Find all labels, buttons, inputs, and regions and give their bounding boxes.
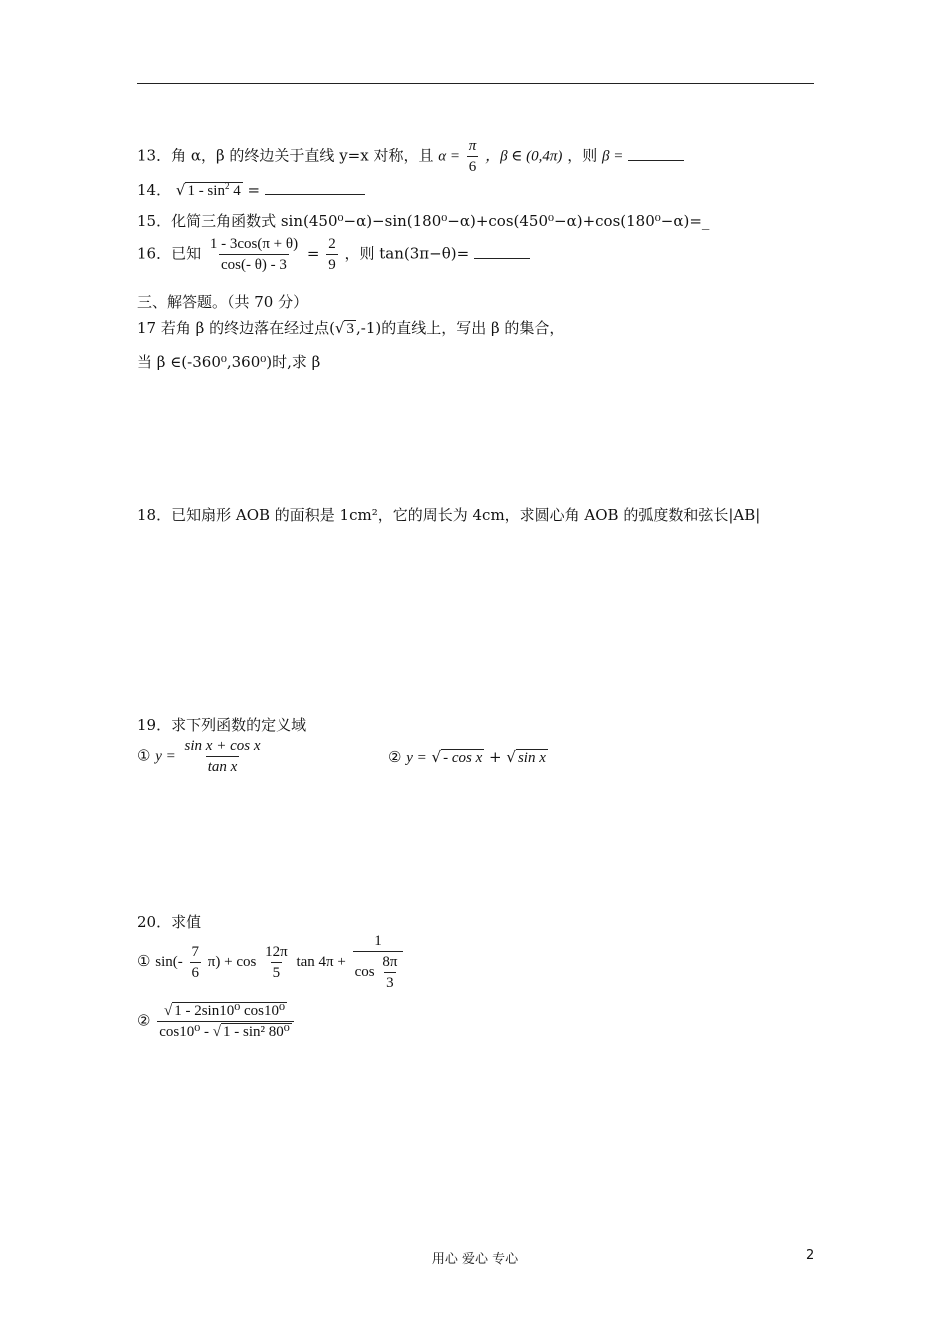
question-19-part-2: ② y = √ - cos x + √ sin x xyxy=(388,748,546,766)
question-19-title: 19．求下列函数的定义域 xyxy=(137,716,307,734)
question-15: 15．化简三角函数式 sin(450⁰−α)−sin(180⁰−α)+cos(450⁰−α)+cos(180⁰−α)=_ xyxy=(137,212,710,230)
fraction-pi-over-6: $\frac{\pi}{6}$ xyxy=(468,138,477,175)
question-20-title: 20．求值 xyxy=(137,913,202,931)
sqrt-numerator: √ 1 - 2sin10⁰ cos10⁰ xyxy=(163,1003,285,1019)
question-20-part-2: ② $\frac{\text{√ 1 - 2sin10⁰ cos10⁰}}{\text{cos10⁰ - √ 1 - sin² 80⁰}}$ xyxy=(137,1002,296,1041)
sqrt-3: √ 3 xyxy=(334,319,354,337)
page-footer: 用心 爱心 专心 xyxy=(431,1252,519,1267)
answer-blank-16[interactable] xyxy=(474,258,530,259)
fraction-7-over-6: $\frac{7}{6}$ xyxy=(191,943,200,981)
fraction-q19: $\frac{\text{sin x + cos x}}{\text{tan x}}$ xyxy=(184,738,261,775)
question-13: 13．角 α，β 的终边关于直线 y=x 对称，且 α = $\frac{\pi}{6}$ ，β ∈ (0,4π) ，则 β = xyxy=(137,137,684,176)
page-number: 2 xyxy=(806,1248,815,1263)
answer-blank-14[interactable] xyxy=(265,194,365,195)
question-18: 18．已知扇形 AOB 的面积是 1cm²，它的周长为 4cm，求圆心角 AOB 的弧度数和弦长|AB| xyxy=(137,506,761,524)
fraction-q16: $\frac{1 - 3\cos(\pi + \theta)}{\cos(- \theta) - 3}$ xyxy=(209,236,299,273)
fraction-2-over-9: $\frac{2}{9}$ xyxy=(328,236,336,273)
sqrt-denominator: √ 1 - sin² 80⁰ xyxy=(212,1024,290,1040)
fraction-q20-part-2: $\frac{\text{√ 1 - 2sin10⁰ cos10⁰}}{\text{cos10⁰ - √ 1 - sin² 80⁰}}$ xyxy=(157,1002,294,1041)
section-heading: 三、解答题。（共 70 分） xyxy=(137,293,309,311)
fraction-12pi-over-5: $\frac{12\pi}{5}$ xyxy=(265,943,288,981)
question-17-line-2: 当 β ∈(-360⁰,360⁰)时,求 β xyxy=(137,353,321,371)
question-17: 17 若角 β 的终边落在经过点(√ 3 ,-1)的直线上，写出 β 的集合， xyxy=(137,319,565,337)
question-14: 14． √ $1 - \sin^2 4$ = xyxy=(137,176,365,201)
question-19-part-1: ① y = $\frac{\text{sin x + cos x}}{\text{tan x}}$ xyxy=(137,738,261,775)
fraction-8pi-over-3: $\frac{8\pi}{3}$ xyxy=(382,954,398,991)
answer-blank-13[interactable] xyxy=(628,160,684,161)
question-16: 16．已知 $\frac{1 - 3\cos(\pi + \theta)}{\cos(- \theta) - 3}$ = $\frac{2}{9}$ ，则 tan(3π−θ)= xyxy=(137,235,530,274)
sqrt-expression: √ $1 - \sin^2 4$ xyxy=(175,181,241,199)
header-rule xyxy=(137,83,814,84)
fraction-1-over-cos: 1 cos $\frac{8\pi}{3}$ xyxy=(353,932,404,992)
sqrt-neg-cos: √ - cos x xyxy=(431,748,483,766)
sqrt-sin: √ sin x xyxy=(506,748,546,766)
question-20-part-1: ① sin(- $\frac{7}{6}$ π) + cos $\frac{12\pi}{5}$ tan 4π + 1 cos $\frac{8\pi}{3}$ xyxy=(137,932,405,992)
